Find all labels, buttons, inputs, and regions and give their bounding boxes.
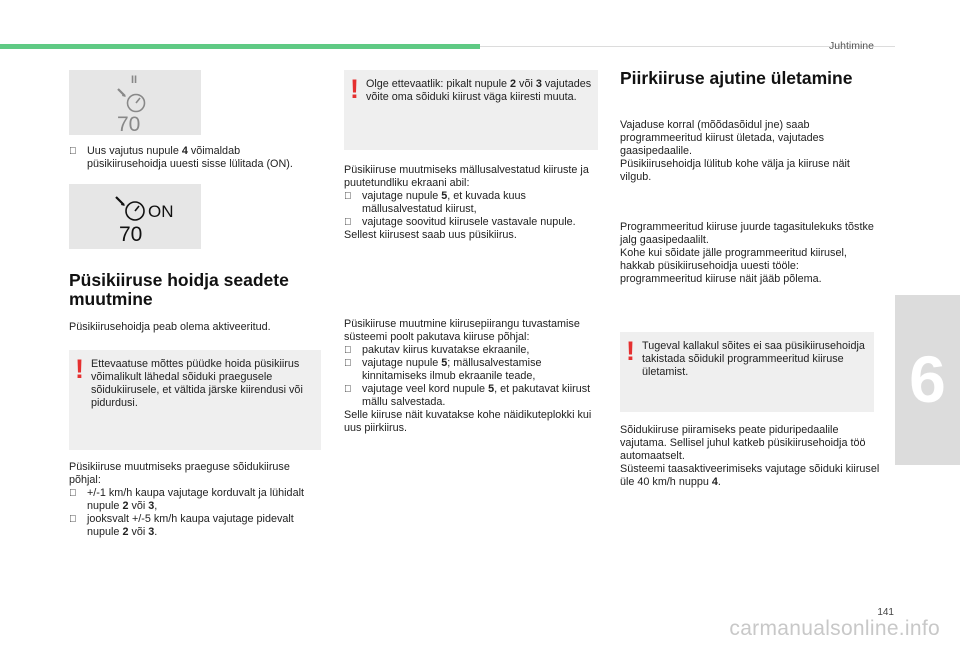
cruise-paused-illustration xyxy=(69,70,201,135)
paragraph-override: Vajaduse korral (mõõdasõidul jne) saab programmeeritud kiirust ületada, vajutades gaasipedaalile. Püsikiirusehoidja lülitub kohe välja ja kiiruse näit vilgub. xyxy=(620,119,850,183)
heading-temporary-override: Piirkiiruse ajutine ületamine xyxy=(620,68,853,88)
speed-value: 70 xyxy=(117,113,141,135)
bullet-select-memory: vajutage soovitud kiirusele vastavale nupule. xyxy=(362,216,576,228)
header-accent-bar xyxy=(0,44,480,49)
speedometer-on-icon xyxy=(69,184,201,249)
memory-speeds-list xyxy=(344,164,598,242)
warning-box-gradual xyxy=(69,350,321,450)
speed-limit-list xyxy=(344,318,598,435)
speedometer-paused-icon xyxy=(69,70,201,135)
warning-text: Olge ettevaatlik: pikalt nupule 2 või 3 vajutades võite oma sõiduki kiirust väga kiiresti muuta. xyxy=(366,78,592,103)
cruise-on-illustration xyxy=(69,184,201,249)
bullet-show-memory: vajutage nupule 5, et kuvada kuus mällusalvestatud kiirust, xyxy=(362,190,526,215)
warning-box-slope xyxy=(620,332,874,412)
paragraph-memory-intro: Püsikiiruse muutmiseks mällusalvestatud kiiruste ja puutetundliku ekraani abil: xyxy=(344,164,592,189)
change-speed-list xyxy=(69,461,321,539)
watermark: carmanualsonline.info xyxy=(729,617,940,640)
bullet-limit-save: vajutage veel kord nupule 5, et pakutavat kiirust mällu salvestada. xyxy=(362,383,591,408)
paragraph-limit-intro: Püsikiiruse muutmine kiirusepiirangu tuvastamise süsteemi poolt pakutava kiiruse põhjal: xyxy=(344,318,583,343)
paragraph-braking: Sõidukiiruse piiramiseks peate piduripedaalile vajutama. Sellisel juhul katkeb püsikiirusehoidja töö automaatselt. Süsteemi taasaktiveerimiseks vajutage sõiduki kiirusel üle 40 km/h nuppu 4. xyxy=(620,424,880,488)
paragraph-intro: Püsikiirusehoidja peab olema aktiveeritud. xyxy=(69,321,271,333)
bullet-reactivate: Uus vajutus nupule 4 võimaldab püsikiirusehoidja uuesti sisse lülitada (ON). xyxy=(69,145,321,171)
heading-settings-change: Püsikiiruse hoidja seadete muutmine xyxy=(69,270,289,309)
speed-value: 70 xyxy=(119,223,143,246)
bullet-limit-display: pakutav kiirus kuvatakse ekraanile, xyxy=(362,344,530,356)
chapter-tab xyxy=(895,295,960,465)
on-status-text: ON xyxy=(148,202,174,221)
warning-text: Tugeval kallakul sõites ei saa püsikiirusehoidja takistada sõidukil programmeeritud kiiruse ületamist. xyxy=(642,340,868,378)
bullet-limit-press: vajutage nupule 5; mällusalvestamise kinnitamiseks ilmub ekraanile teade, xyxy=(362,357,542,382)
paragraph-limit-outro: Selle kiiruse näit kuvatakse kohe näidikuteplokki kui uus piirkiirus. xyxy=(344,409,595,434)
warning-icon: ! xyxy=(350,74,359,104)
section-title: Juhtimine xyxy=(829,40,874,52)
warning-text: Ettevaatuse mõttes püüdke hoida püsikiirus võimalikult lähedal sõiduki praegusele sõidukiirusele, et vältida järske kiirendusi või pidurdusi. xyxy=(91,358,306,409)
warning-icon: ! xyxy=(75,354,84,384)
page-number: 141 xyxy=(877,607,894,618)
bullet-large-steps: jooksvalt +/-5 km/h kaupa vajutage pidevalt nupule 2 või 3. xyxy=(87,513,294,538)
paragraph-change-intro: Püsikiiruse muutmiseks praeguse sõidukiiruse põhjal: xyxy=(69,461,293,486)
pause-symbol: II xyxy=(131,74,138,86)
paragraph-return: Programmeeritud kiiruse juurde tagasitulekuks tõstke jalg gaasipedaalilt. Kohe kui sõidate jälle programmeeritud kiirusel, hakkab püsikiirusehoidja uuesti tööle: programmeeritud kiiruse näit jääb põlema. xyxy=(620,221,874,285)
warning-icon: ! xyxy=(626,336,635,366)
bullet-small-steps: +/-1 km/h kaupa vajutage korduvalt ja lühidalt nupule 2 või 3, xyxy=(87,487,304,512)
chapter-number: 6 xyxy=(909,342,946,416)
warning-box-long-press xyxy=(344,70,598,150)
paragraph-memory-outro: Sellest kiirusest saab uus püsikiirus. xyxy=(344,229,517,241)
bullet-marker xyxy=(69,145,87,171)
